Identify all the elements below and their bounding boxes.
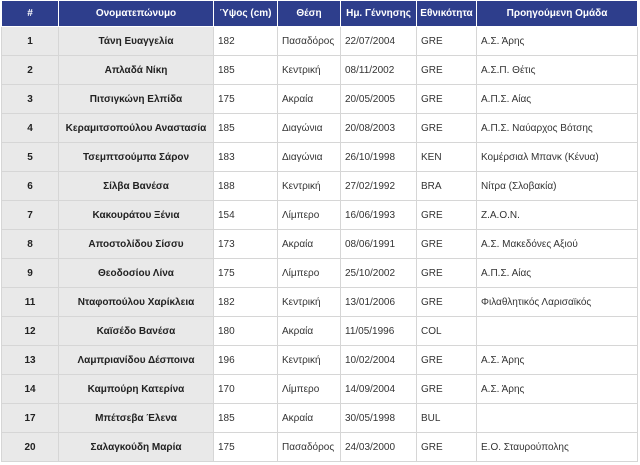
cell-birth-date: 10/02/2004 [341,346,417,375]
cell-position: Πασαδόρος [278,433,341,462]
cell-number: 14 [2,375,59,404]
cell-nationality: GRE [417,346,477,375]
cell-birth-date: 16/06/1993 [341,201,417,230]
cell-nationality: GRE [417,56,477,85]
table-row [2,288,638,317]
cell-number: 7 [2,201,59,230]
cell-height: 175 [214,433,278,462]
cell-number: 12 [2,317,59,346]
cell-nationality: GRE [417,433,477,462]
cell-player-name: Σίλβα Βανέσα [59,172,214,201]
cell-height: 185 [214,56,278,85]
cell-previous-team: Α.Σ. Μακεδόνες Αξιού [477,230,638,259]
cell-previous-team: Κομέρσιαλ Μπανκ (Κένυα) [477,143,638,172]
cell-player-name: Σαλαγκούδη Μαρία [59,433,214,462]
cell-player-name: Καϊσέδο Βανέσα [59,317,214,346]
cell-height: 182 [214,288,278,317]
cell-previous-team: Ε.Ο. Σταυρούπολης [477,433,638,462]
table-row [2,56,638,85]
cell-nationality: GRE [417,27,477,56]
cell-player-name: Τσεμπτσούμπα Σάρον [59,143,214,172]
cell-height: 175 [214,85,278,114]
cell-previous-team: Α.Σ. Άρης [477,346,638,375]
cell-player-name: Αποστολίδου Σίσσυ [59,230,214,259]
cell-birth-date: 20/05/2005 [341,85,417,114]
header-row [2,1,638,27]
cell-position: Ακραία [278,230,341,259]
cell-nationality: COL [417,317,477,346]
table-row [2,259,638,288]
cell-number: 4 [2,114,59,143]
cell-position: Κεντρική [278,172,341,201]
cell-position: Λίμπερο [278,201,341,230]
cell-number: 3 [2,85,59,114]
table-row [2,85,638,114]
cell-player-name: Πιτσιγκώνη Ελπίδα [59,85,214,114]
cell-player-name: Καμπούρη Κατερίνα [59,375,214,404]
cell-birth-date: 30/05/1998 [341,404,417,433]
cell-birth-date: 24/03/2000 [341,433,417,462]
cell-number: 13 [2,346,59,375]
cell-position: Λίμπερο [278,259,341,288]
cell-player-name: Κακουράτου Ξένια [59,201,214,230]
cell-nationality: BRA [417,172,477,201]
cell-nationality: GRE [417,288,477,317]
cell-nationality: GRE [417,230,477,259]
table-row [2,317,638,346]
cell-nationality: GRE [417,259,477,288]
header-position: Θέση [278,1,341,27]
header-previous-team: Προηγούμενη Ομάδα [477,1,638,27]
cell-previous-team: Α.Π.Σ. Αίας [477,85,638,114]
cell-player-name: Λαμπριανίδου Δέσποινα [59,346,214,375]
table-row [2,143,638,172]
cell-number: 9 [2,259,59,288]
cell-previous-team: Α.Σ. Άρης [477,375,638,404]
cell-position: Διαγώνια [278,143,341,172]
header-name: Ονοματεπώνυμο [59,1,214,27]
cell-height: 170 [214,375,278,404]
roster-table [1,0,638,462]
cell-birth-date: 08/11/2002 [341,56,417,85]
cell-number: 6 [2,172,59,201]
cell-height: 182 [214,27,278,56]
cell-height: 180 [214,317,278,346]
cell-position: Διαγώνια [278,114,341,143]
cell-number: 1 [2,27,59,56]
cell-previous-team: Φιλαθλητικός Λαρισαϊκός [477,288,638,317]
cell-number: 20 [2,433,59,462]
cell-number: 8 [2,230,59,259]
table-row [2,433,638,462]
cell-position: Ακραία [278,317,341,346]
table-row [2,114,638,143]
cell-previous-team: Νίτρα (Σλοβακία) [477,172,638,201]
cell-player-name: Θεοδοσίου Λίνα [59,259,214,288]
cell-nationality: GRE [417,201,477,230]
table-row [2,230,638,259]
cell-previous-team [477,317,638,346]
cell-player-name: Κεραμιτσοπούλου Αναστασία [59,114,214,143]
header-birth-date: Ημ. Γέννησης [341,1,417,27]
cell-birth-date: 26/10/1998 [341,143,417,172]
cell-birth-date: 13/01/2006 [341,288,417,317]
cell-height: 185 [214,404,278,433]
cell-position: Λίμπερο [278,375,341,404]
cell-height: 188 [214,172,278,201]
header-nationality: Εθνικότητα [417,1,477,27]
cell-position: Ακραία [278,404,341,433]
table-row [2,172,638,201]
cell-player-name: Απλαδά Νίκη [59,56,214,85]
table-row [2,404,638,433]
cell-birth-date: 08/06/1991 [341,230,417,259]
cell-number: 17 [2,404,59,433]
cell-birth-date: 14/09/2004 [341,375,417,404]
cell-birth-date: 27/02/1992 [341,172,417,201]
cell-birth-date: 20/08/2003 [341,114,417,143]
table-row [2,346,638,375]
cell-player-name: Μπέτσεβα Έλενα [59,404,214,433]
cell-height: 175 [214,259,278,288]
header-number: # [2,1,59,27]
cell-birth-date: 22/07/2004 [341,27,417,56]
cell-nationality: GRE [417,375,477,404]
cell-height: 183 [214,143,278,172]
cell-position: Κεντρική [278,288,341,317]
cell-position: Κεντρική [278,56,341,85]
cell-nationality: BUL [417,404,477,433]
table-row [2,201,638,230]
cell-position: Ακραία [278,85,341,114]
cell-previous-team: Ζ.Α.Ο.Ν. [477,201,638,230]
cell-height: 185 [214,114,278,143]
cell-player-name: Νταφοπούλου Χαρίκλεια [59,288,214,317]
cell-previous-team: Α.Π.Σ. Ναύαρχος Βότσης [477,114,638,143]
cell-birth-date: 11/05/1996 [341,317,417,346]
cell-number: 5 [2,143,59,172]
table-row [2,27,638,56]
cell-height: 196 [214,346,278,375]
cell-height: 154 [214,201,278,230]
cell-height: 173 [214,230,278,259]
table-row [2,375,638,404]
cell-birth-date: 25/10/2002 [341,259,417,288]
table-body [2,27,638,462]
cell-previous-team: Α.Σ. Άρης [477,27,638,56]
table-header [2,1,638,27]
cell-nationality: GRE [417,114,477,143]
cell-previous-team: Α.Π.Σ. Αίας [477,259,638,288]
header-height: Ύψος (cm) [214,1,278,27]
cell-nationality: GRE [417,85,477,114]
cell-nationality: KEN [417,143,477,172]
cell-previous-team: Α.Σ.Π. Θέτις [477,56,638,85]
cell-position: Κεντρική [278,346,341,375]
cell-previous-team [477,404,638,433]
cell-position: Πασαδόρος [278,27,341,56]
cell-player-name: Τάνη Ευαγγελία [59,27,214,56]
cell-number: 2 [2,56,59,85]
cell-number: 11 [2,288,59,317]
